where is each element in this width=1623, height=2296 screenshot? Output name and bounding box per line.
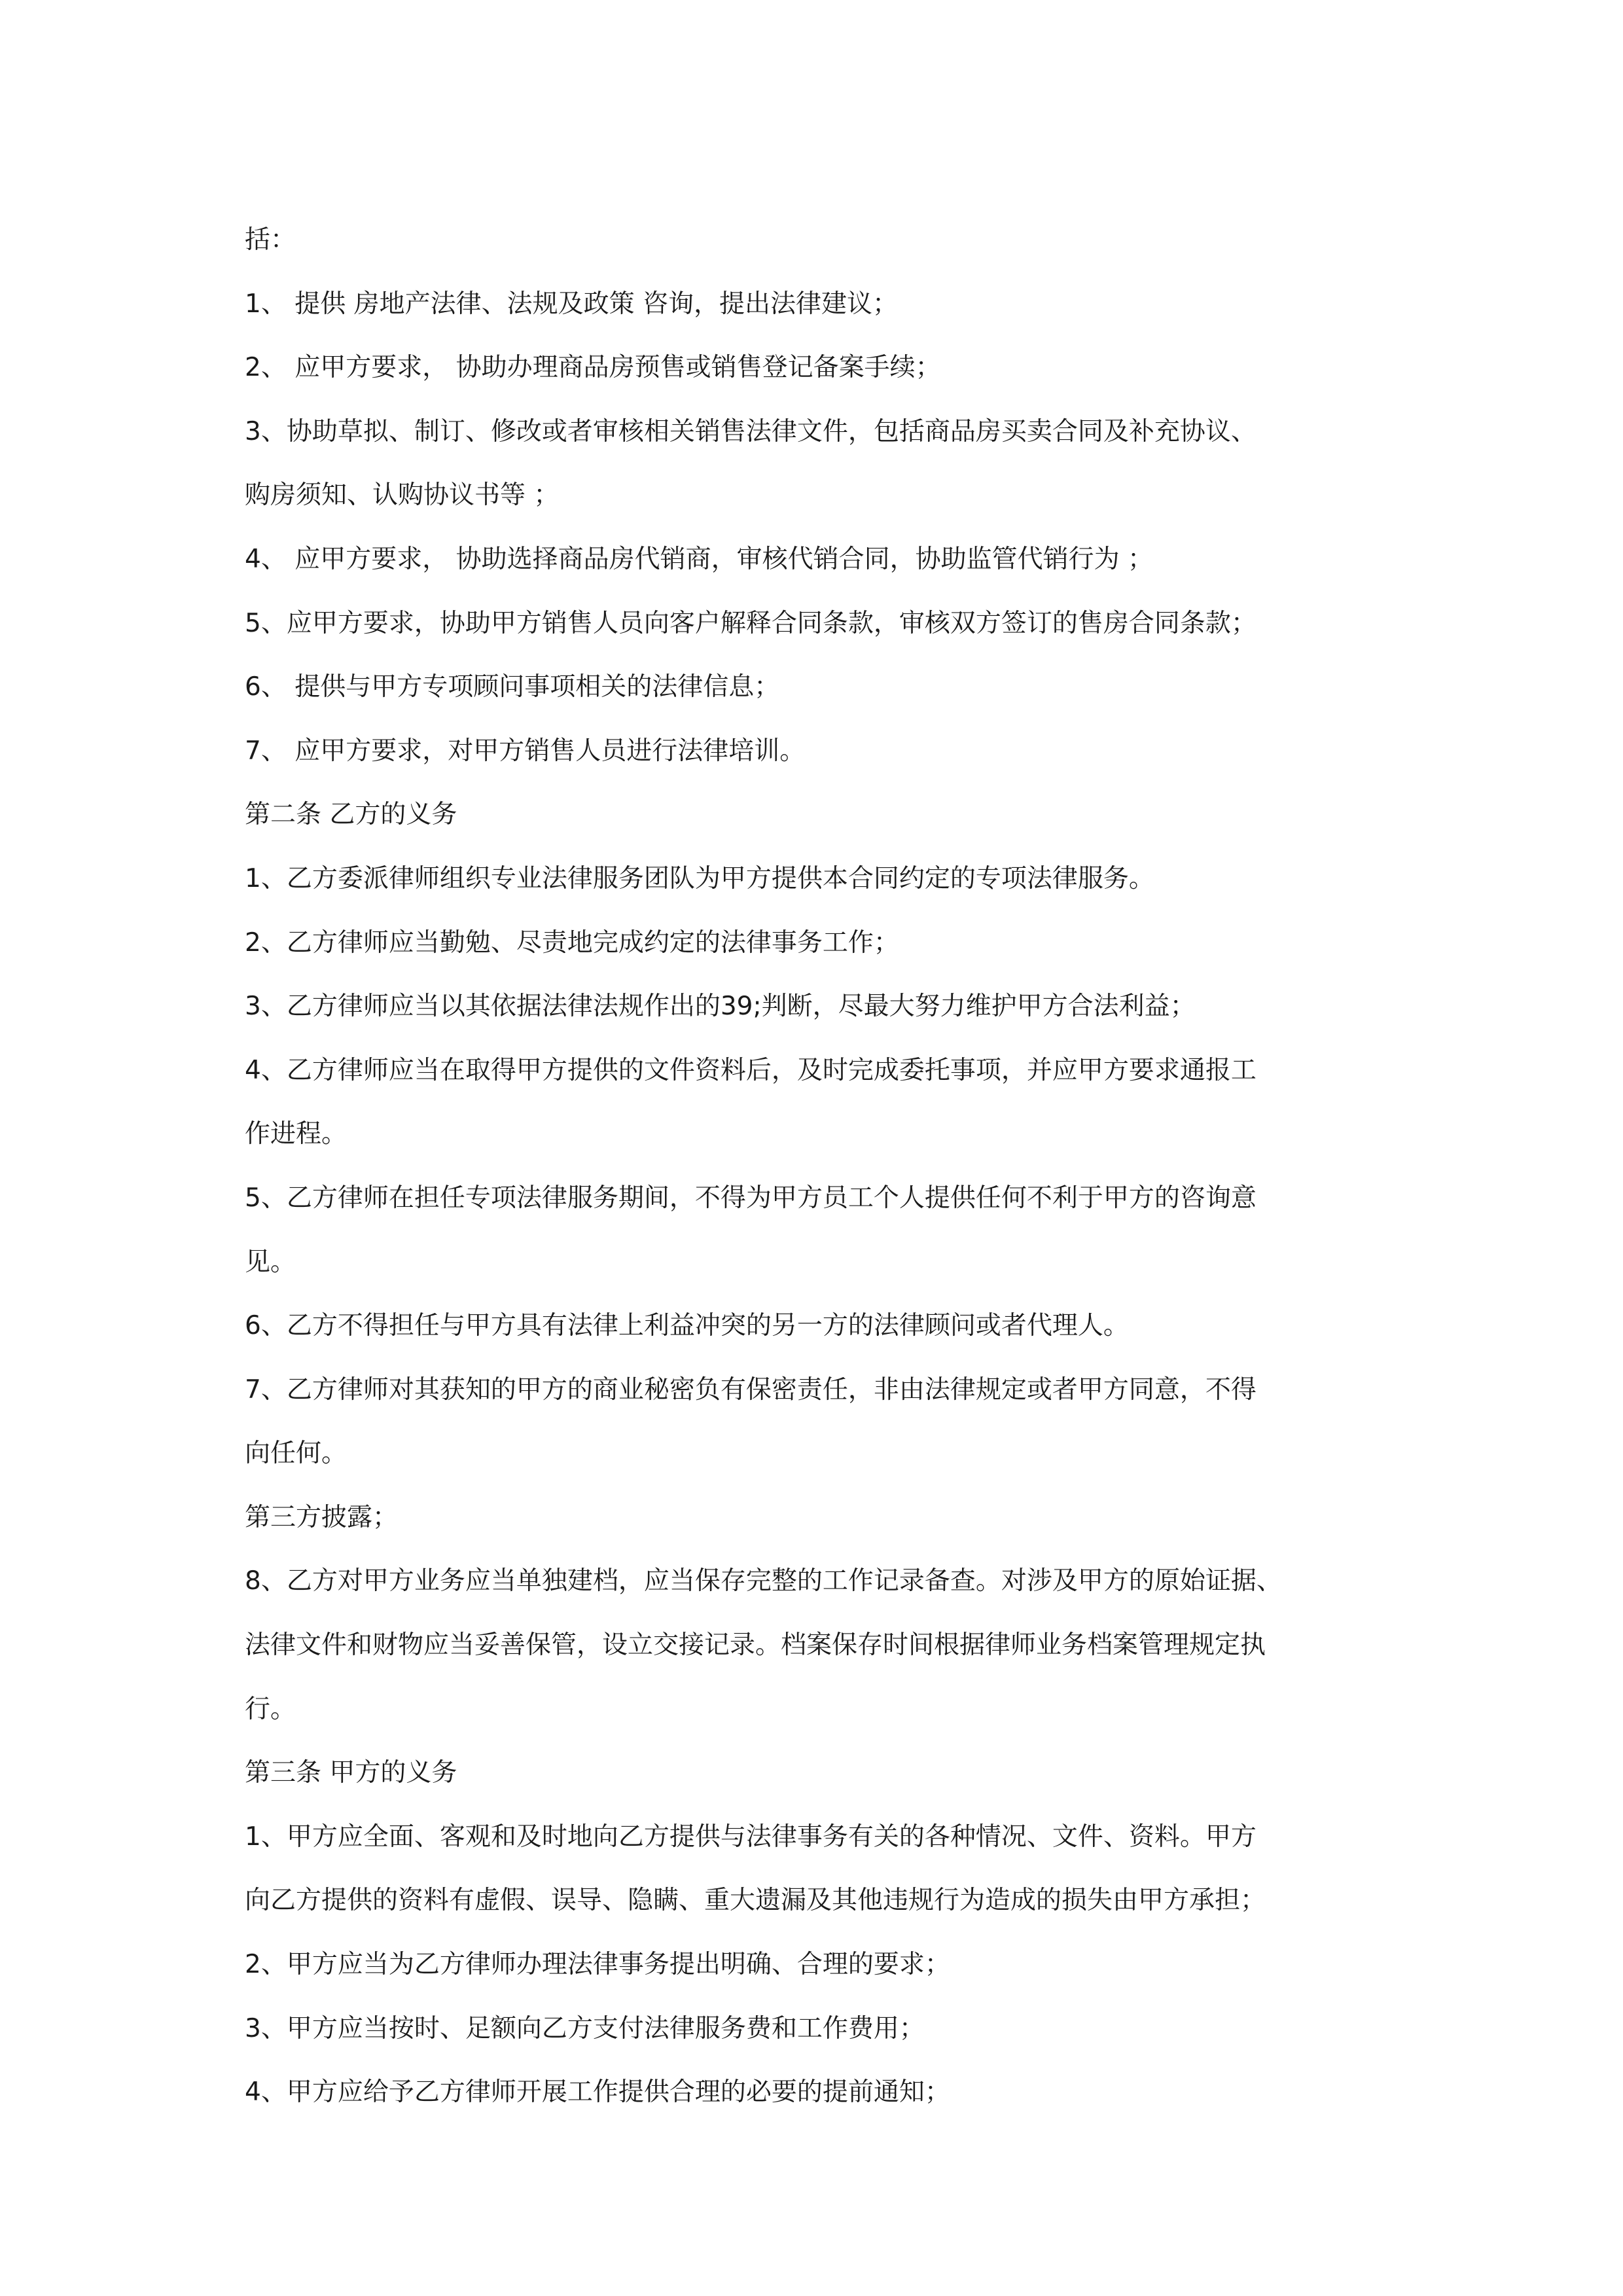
text-line: 5、应甲方要求，协助甲方销售人员向客户解释合同条款，审核双方签订的售房合同条款； [245, 608, 1257, 638]
text-line: 向乙方提供的资料有虚假、误导、隐瞒、重大遗漏及其他违规行为造成的损失由甲方承担； [245, 1886, 1266, 1916]
text-line: 第三方披露； [245, 1502, 399, 1532]
text-line: 见。 [245, 1247, 296, 1277]
text-line: 8、乙方对甲方业务应当单独建档，应当保存完整的工作记录备查。对涉及甲方的原始证据、 [245, 1566, 1282, 1596]
text-line: 行。 [245, 1694, 296, 1724]
text-line: 1、乙方委派律师组织专业法律服务团队为甲方提供本合同约定的专项法律服务。 [245, 863, 1154, 893]
text-line: 6、 提供与甲方专项顾问事项相关的法律信息； [245, 672, 780, 702]
text-line: 7、乙方律师对其获知的甲方的商业秘密负有保密责任，非由法律规定或者甲方同意，不得 [245, 1374, 1257, 1405]
text-line: 作进程。 [245, 1119, 348, 1149]
text-line: 3、协助草拟、制订、修改或者审核相关销售法律文件，包括商品房买卖合同及补充协议、 [245, 416, 1257, 446]
text-line: 法律文件和财物应当妥善保管，设立交接记录。档案保存时间根据律师业务档案管理规定执 [245, 1630, 1266, 1660]
text-line: 5、乙方律师在担任专项法律服务期间，不得为甲方员工个人提供任何不利于甲方的咨询意 [245, 1183, 1257, 1213]
text-line: 2、甲方应当为乙方律师办理法律事务提出明确、合理的要求； [245, 1950, 950, 1980]
text-line: 7、 应甲方要求，对甲方销售人员进行法律培训。 [245, 736, 806, 766]
text-line: 1、甲方应全面、客观和及时地向乙方提供与法律事务有关的各种情况、文件、资料。甲方 [245, 1821, 1257, 1852]
section-heading: 第三条 甲方的义务 [245, 1758, 457, 1788]
text-line: 6、乙方不得担任与甲方具有法律上利益冲突的另一方的法律顾问或者代理人。 [245, 1311, 1129, 1341]
text-line: 3、甲方应当按时、足额向乙方支付法律服务费和工作费用； [245, 2013, 925, 2043]
text-line: 4、 应甲方要求， 协助选择商品房代销商，审核代销合同，协助监管代销行为 ； [245, 544, 1154, 574]
text-line: 4、乙方律师应当在取得甲方提供的文件资料后，及时完成委托事项，并应甲方要求通报工 [245, 1055, 1257, 1085]
section-heading: 第二条 乙方的义务 [245, 800, 457, 830]
text-line: 3、乙方律师应当以其依据法律法规作出的39;判断，尽最大努力维护甲方合法利益； [245, 992, 1196, 1022]
text-line: 4、甲方应给予乙方律师开展工作提供合理的必要的提前通知； [245, 2077, 950, 2108]
text-line: 括： [245, 225, 296, 255]
document-body [245, 208, 1397, 2125]
text-line: 2、 应甲方要求， 协助办理商品房预售或销售登记备案手续； [245, 353, 941, 383]
text-line: 2、乙方律师应当勤勉、尽责地完成约定的法律事务工作； [245, 927, 899, 958]
text-line: 向任何。 [245, 1439, 348, 1469]
text-line: 1、 提供 房地产法律、法规及政策 咨询，提出法律建议； [245, 289, 899, 319]
text-line: 购房须知、认购协议书等 ； [245, 480, 560, 511]
